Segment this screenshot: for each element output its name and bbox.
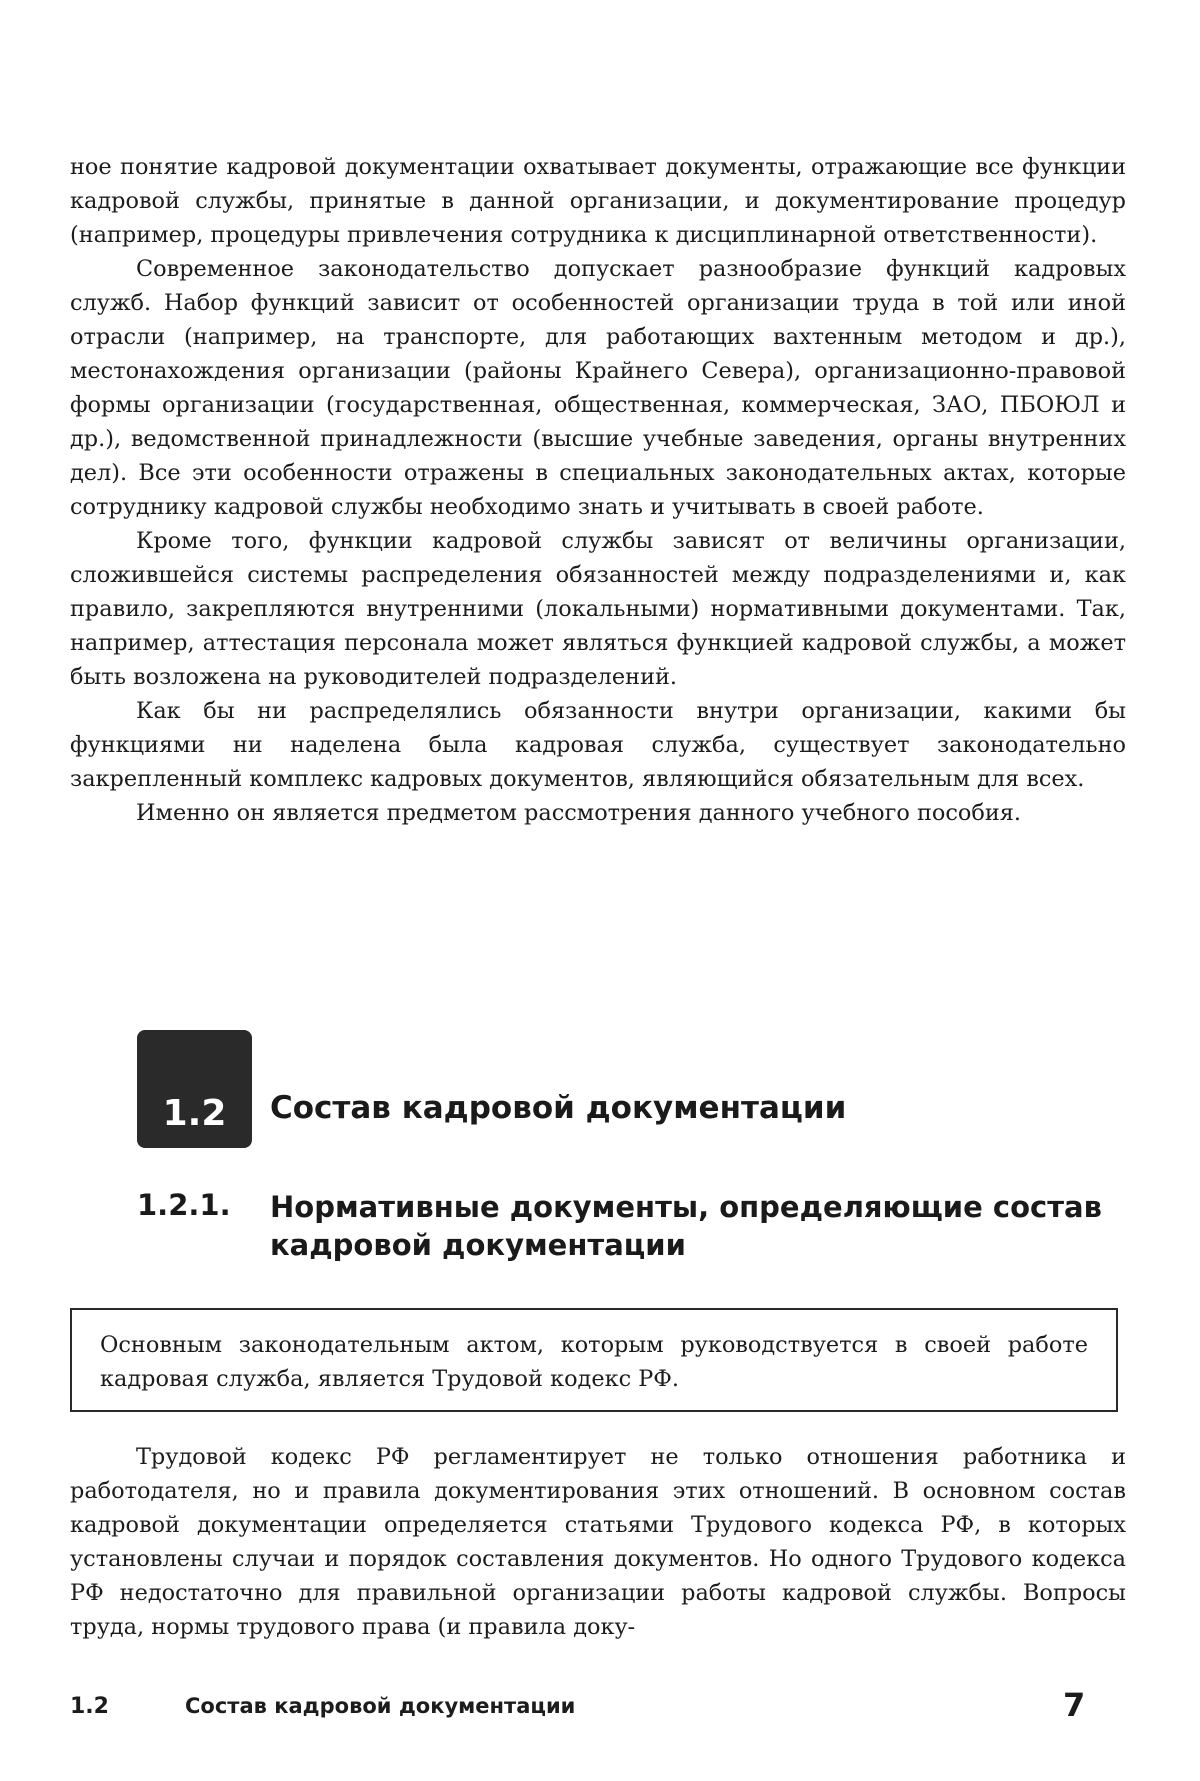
paragraph: Как бы ни распределялись обязанности внутри организации, какими бы функциями ни наделена была кадровая служба, существует законодательно закрепленный комплекс кадровых документов, являющийся обязательным для всех. bbox=[70, 698, 1126, 792]
body-text-top bbox=[70, 150, 1126, 830]
paragraph: Кроме того, функции кадровой службы зависят от величины организации, сложившейся системы распределения обязанностей между подразделениями и, как правило, закрепляются внутренними (локальными) нормативными документами. Так, например, аттестация персонала может являться функцией кадровой службы, а может быть возложена на руководителей подразделений. bbox=[70, 528, 1126, 690]
paragraph: Именно он является предметом рассмотрения данного учебного пособия. bbox=[136, 800, 1022, 826]
subsection-title: Нормативные документы, определяющие состав кадровой документации bbox=[270, 1190, 1102, 1262]
paragraph-continued: ное понятие кадровой документации охватывает документы, отражающие все функции кадровой службы, принятые в данной организации, и документирование процедур (например, процедуры привлечения сотрудника к дисциплинарной ответственности). bbox=[70, 154, 1126, 248]
section-title: Состав кадровой документации bbox=[270, 1090, 847, 1126]
page-number: 7 bbox=[1063, 1686, 1086, 1724]
paragraph: Современное законодательство допускает разнообразие функций кадровых служб. Набор функций зависит от особенностей организации труда в той или иной отрасли (например, на транспорте, для работающих вахтенным методом и др.), местонахождения организации (районы Крайнего Севера), организационно-правовой формы организации (государственная, общественная, коммерческая, ЗАО, ПБОЮЛ и др.), ведомственной принадлежности (высшие учебные заведения, органы внутренних дел). Все эти особенности отражены в специальных законодательных актах, которые сотруднику кадровой службы необходимо знать и учитывать в своей работе. bbox=[70, 256, 1126, 520]
body-text-bottom bbox=[70, 1440, 1126, 1644]
subsection-number: 1.2.1. bbox=[137, 1188, 231, 1222]
note-box bbox=[70, 1308, 1118, 1412]
footer-section-title: Состав кадровой документации bbox=[185, 1694, 576, 1718]
footer-section-number: 1.2 bbox=[70, 1694, 109, 1719]
note-text: Основным законодательным актом, которым руководствуется в своей работе кадровая служба, является Трудовой кодекс РФ. bbox=[100, 1332, 1088, 1392]
paragraph: Трудовой кодекс РФ регламентирует не только отношения работника и работодателя, но и правила документирования этих отношений. В основном состав кадровой документации определяется статьями Трудового кодекса РФ, в которых установлены случаи и порядок составления документов. Но одного Трудового кодекса РФ недостаточно для правильной организации работы кадровой службы. Вопросы труда, нормы трудового права (и правила доку- bbox=[70, 1444, 1126, 1640]
section-number-badge: 1.2 bbox=[137, 1030, 252, 1148]
